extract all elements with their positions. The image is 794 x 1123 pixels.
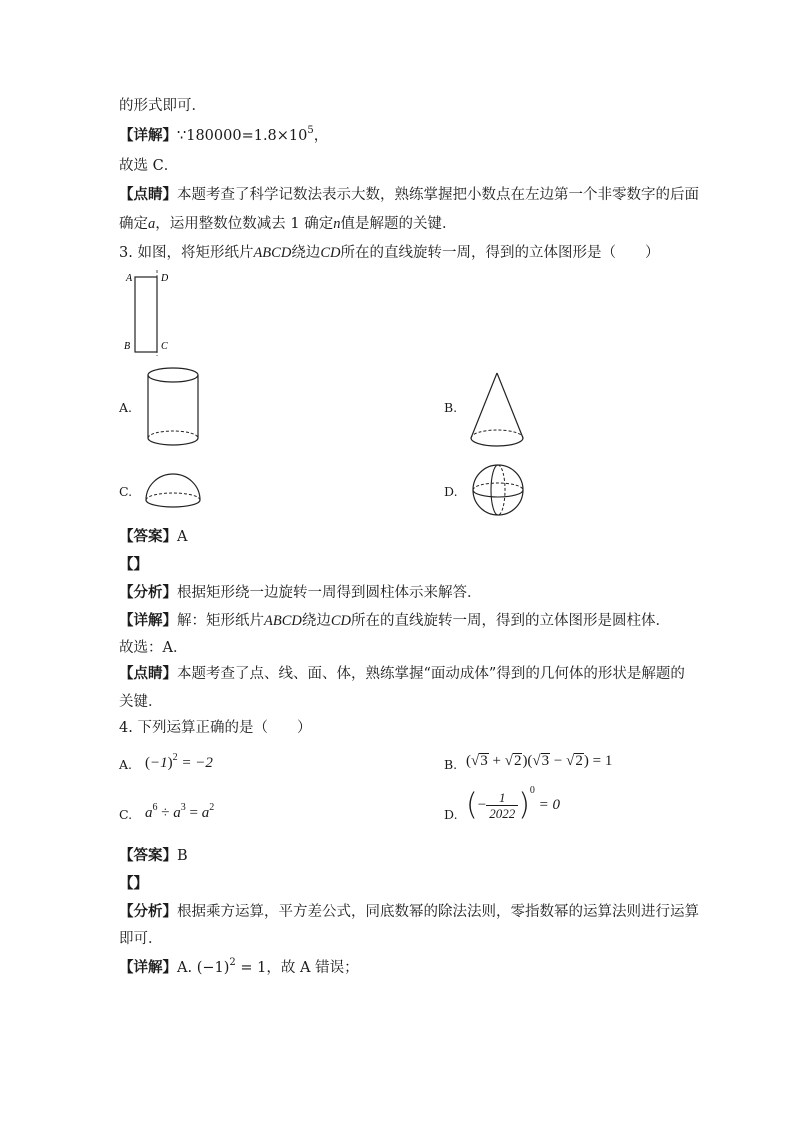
q4-option-c-expr: $a^6 \div a^3 = a^2$ xyxy=(145,802,215,821)
option-a-label: A. xyxy=(119,400,133,415)
label-a: A xyxy=(126,273,133,284)
q4-option-b-expr: (√3 + √2)(√3 − √2) = 1 xyxy=(466,753,613,769)
cylinder-figure xyxy=(144,362,204,454)
choice-line: 故选 C． xyxy=(119,158,179,174)
label-b: B xyxy=(124,341,131,352)
label-d: D xyxy=(161,273,169,284)
option-c-label: C. xyxy=(119,484,133,499)
label-c: C xyxy=(161,341,168,352)
cone-figure xyxy=(466,368,528,452)
text-line: 的形式即可． xyxy=(119,98,206,114)
q3-comment: 【点睛】本题考查了点、线、面、体，熟练掌握“面动成体”得到的几何体的形状是解题的 xyxy=(119,665,685,682)
option-d-label: D. xyxy=(444,484,458,499)
q3-comment-2: 关键． xyxy=(119,694,163,710)
q4-analysis: 【分析】根据乘方运算，平方差公式，同底数幂的除法法则，零指数幂的运算法则进行运算 xyxy=(119,903,699,920)
rectangle-figure xyxy=(118,268,178,358)
hemisphere-figure xyxy=(142,470,204,510)
q3-bracket: 【】 xyxy=(119,556,148,573)
detail-line: 【详解】$\because 180000=1.8\times 10^5$， xyxy=(119,125,329,144)
q3-choice: 故选：A． xyxy=(119,640,188,656)
q4-option-c-label: C. xyxy=(119,807,133,822)
comment-line: 【点睛】本题考查了科学记数法表示大数，熟练掌握把小数点在左边第一个非零数字的后面 xyxy=(119,186,699,203)
q4-option-b-label: B. xyxy=(444,757,458,772)
q4-option-a-label: A. xyxy=(119,757,133,772)
q4-option-d-label: D. xyxy=(444,807,458,822)
question-3-stem: 3. 如图，将矩形纸片ABCD绕边CD所在的直线旋转一周，得到的立体图形是（ ） xyxy=(119,245,660,261)
question-4-stem: 4. 下列运算正确的是（ ） xyxy=(119,720,312,736)
q4-option-d-expr: (− $\frac{1}{2022}$ )$^0$ = 0 xyxy=(466,784,561,823)
q3-answer: 【答案】A xyxy=(119,528,188,545)
q4-option-a-expr: $(-1)^2 = -2$ xyxy=(145,752,213,771)
comment-line-2: 确定a，运用整数位数减去 1 确定n值是解题的关键． xyxy=(119,216,457,232)
q4-analysis-2: 即可． xyxy=(119,931,163,947)
option-b-label: B. xyxy=(444,400,458,415)
q4-bracket: 【】 xyxy=(119,875,148,892)
q4-answer: 【答案】B xyxy=(119,847,188,864)
q3-analysis: 【分析】根据矩形绕一边旋转一周得到圆柱体示来解答． xyxy=(119,584,482,601)
q3-detail: 【详解】解：矩形纸片ABCD绕边CD所在的直线旋转一周，得到的立体图形是圆柱体． xyxy=(119,612,671,629)
sphere-figure xyxy=(469,461,529,521)
q4-detail: 【详解】A. $(-1)^2 = 1$，故 A 错误； xyxy=(119,957,359,976)
